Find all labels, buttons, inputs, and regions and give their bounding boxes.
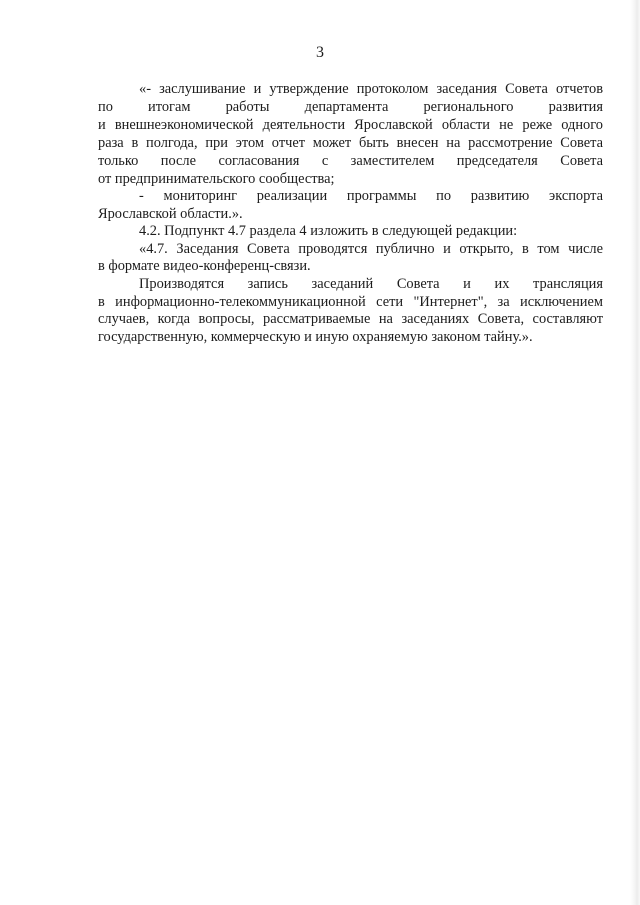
paragraph-line: государственную, коммерческую и иную охраняемую законом тайну.». [98, 329, 533, 345]
paragraph-line: только после согласования с заместителем председателя Совета [98, 153, 603, 169]
page-number: 3 [316, 44, 324, 61]
paragraph-line: Ярославской области.». [98, 206, 243, 222]
paragraph-line: 4.2. Подпункт 4.7 раздела 4 изложить в следующей редакции: [139, 223, 518, 239]
paragraph-line: в информационно-телекоммуникационной сети "Интернет", за исключением [98, 294, 603, 310]
paragraph-line: «4.7. Заседания Совета проводятся публично и открыто, в том числе [139, 241, 603, 257]
paragraph-line: раза в полгода, при этом отчет может быть внесен на рассмотрение Совета [98, 135, 603, 151]
paragraph-line: от предпринимательского сообщества; [98, 171, 335, 187]
paragraph-line: «- заслушивание и утверждение протоколом заседания Совета отчетов [139, 81, 603, 97]
paragraph-line: и внешнеэкономической деятельности Ярославской области не реже одного [98, 117, 603, 133]
paragraph-line: в формате видео-конференц-связи. [98, 258, 311, 274]
scan-edge [630, 0, 640, 905]
paragraph-line: - мониторинг реализации программы по развитию экспорта [139, 188, 603, 204]
paragraph-line: Производятся запись заседаний Совета и их трансляция [139, 276, 603, 292]
paragraph-line: случаев, когда вопросы, рассматриваемые на заседаниях Совета, составляют [98, 311, 603, 327]
paragraph-line: по итогам работы департамента регионального развития [98, 99, 603, 115]
